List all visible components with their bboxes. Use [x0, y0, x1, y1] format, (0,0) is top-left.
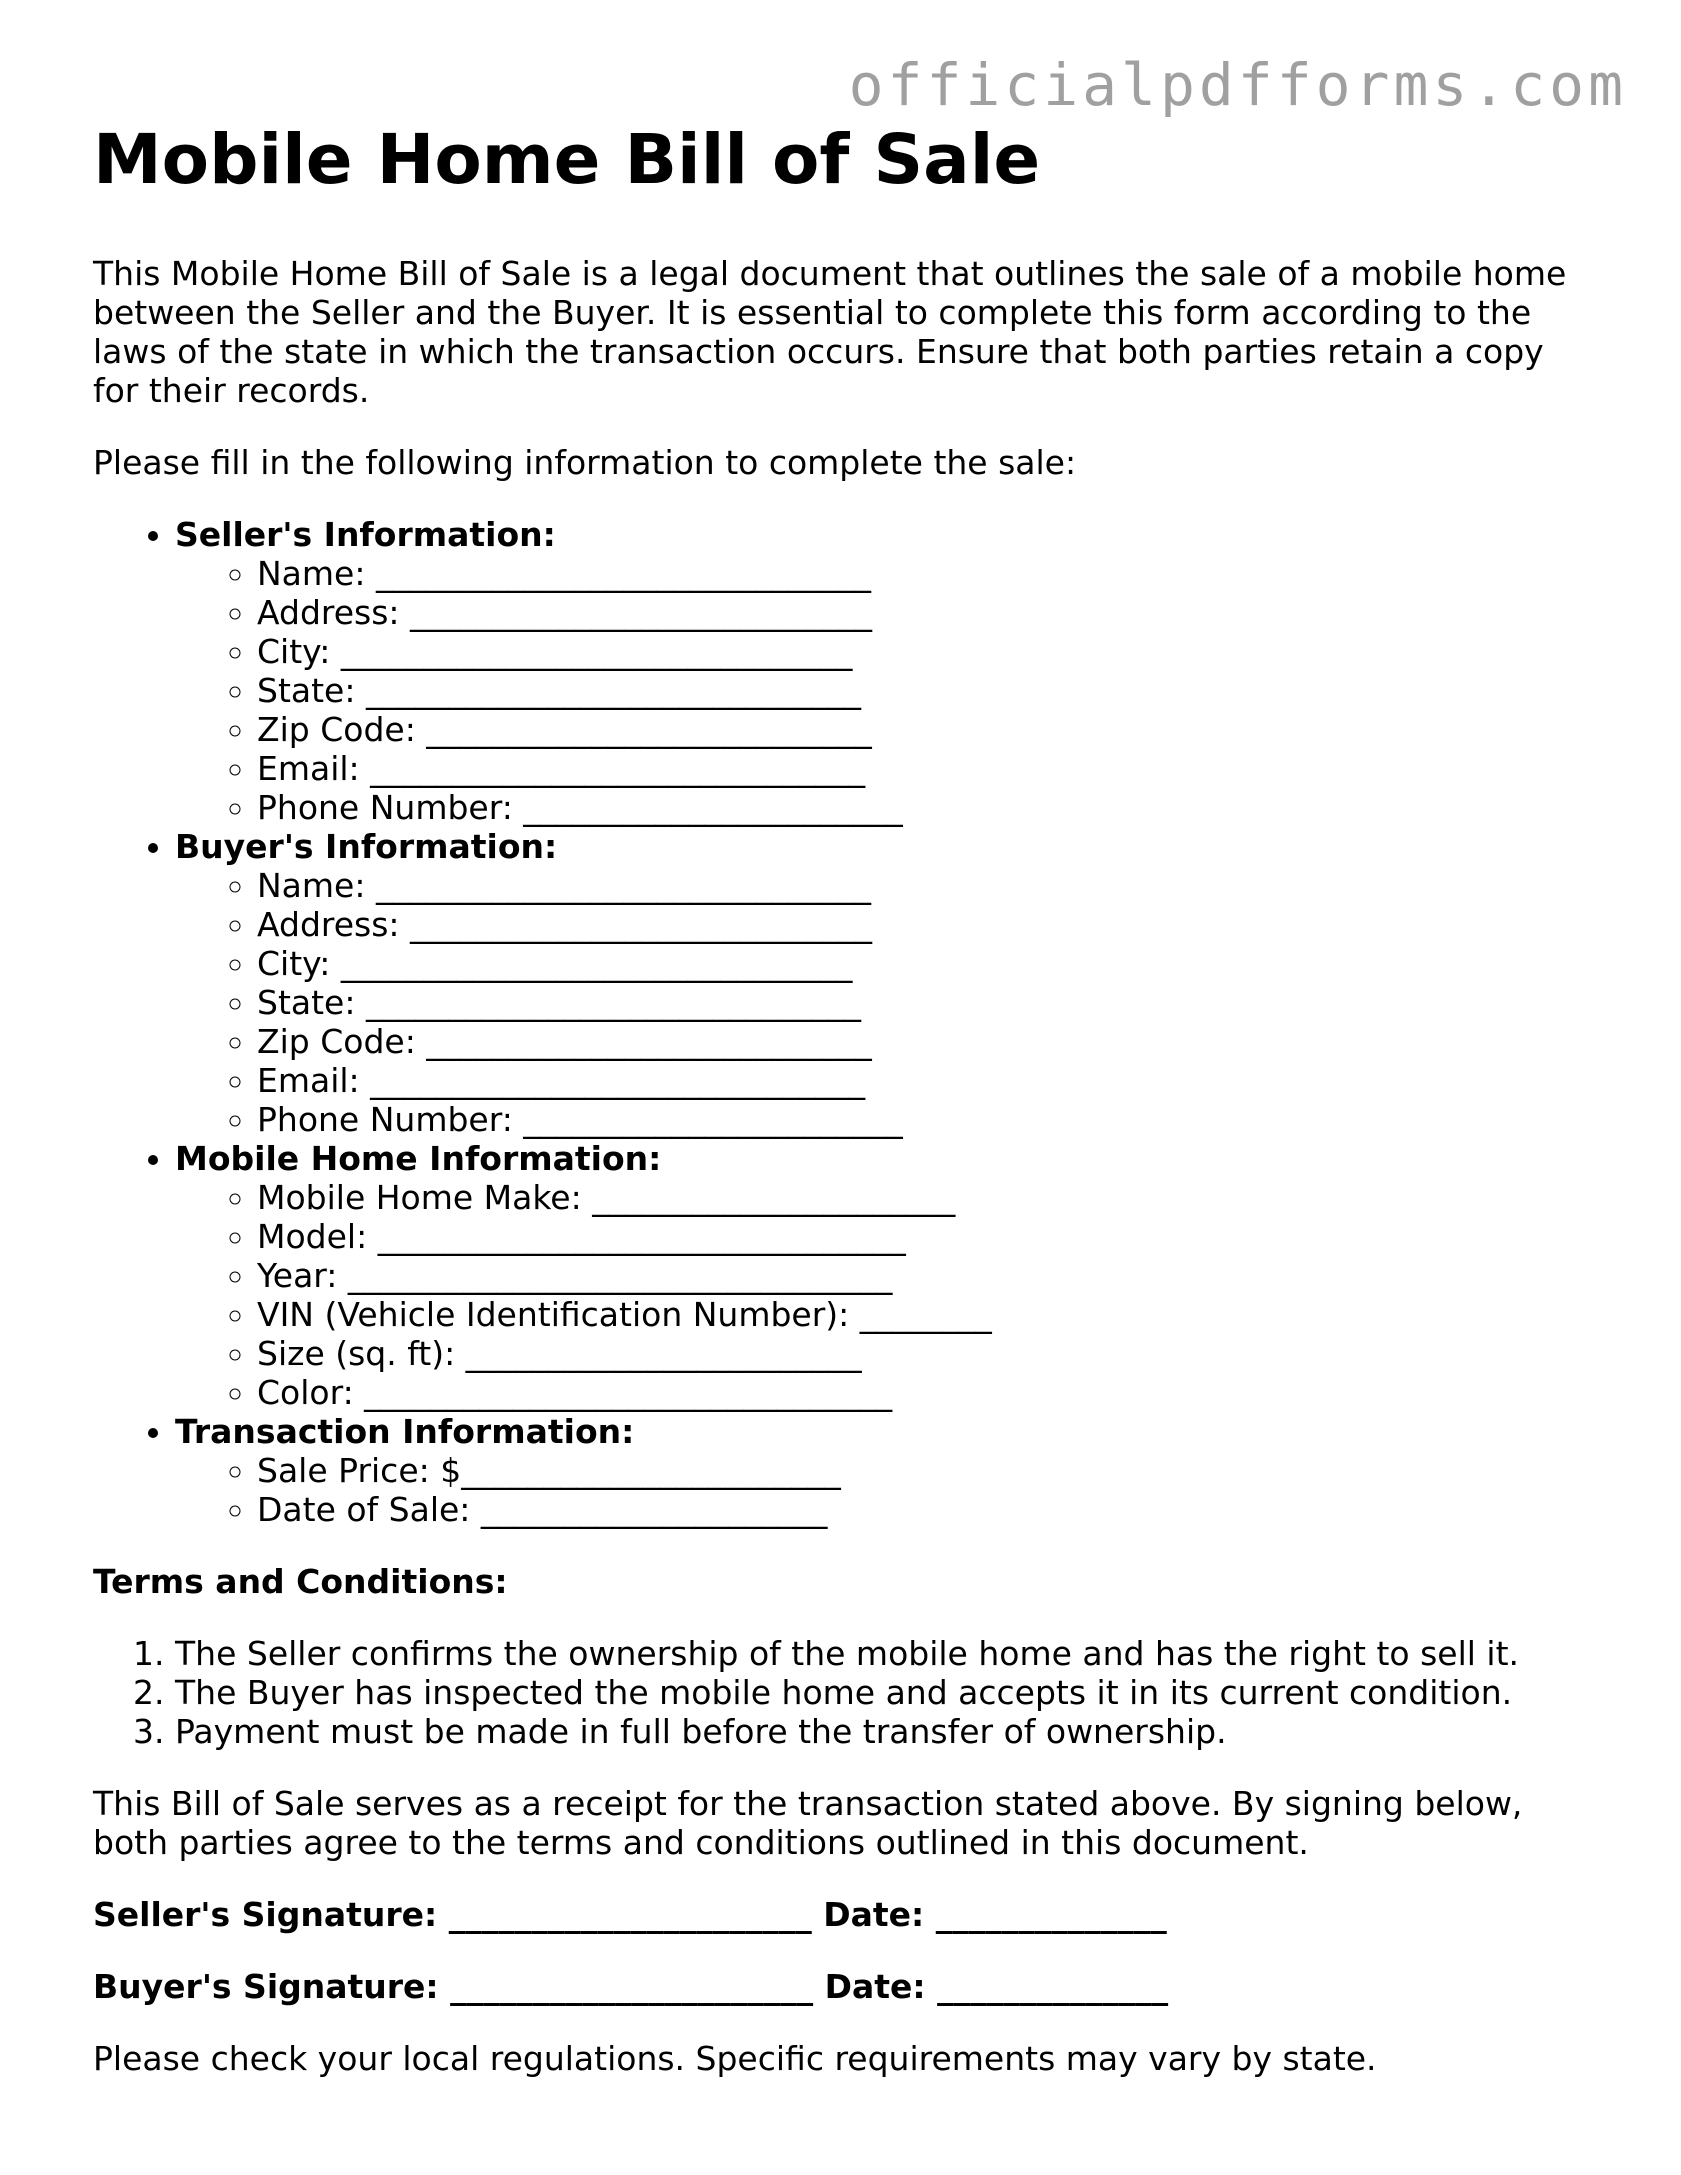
- field-home-vin[interactable]: ◦ VIN (Vehicle Identification Number): ________: [257, 1295, 1593, 1334]
- page-title: Mobile Home Bill of Sale: [93, 120, 1041, 200]
- receipt-paragraph: This Bill of Sale serves as a receipt for the transaction stated above. By signing below, both parties agree to the terms and conditions outlined in this document.: [93, 1784, 1523, 1862]
- section-title: Seller's Information:: [175, 515, 556, 554]
- field-sale-date[interactable]: ◦ Date of Sale: _____________________: [257, 1490, 1593, 1529]
- info-sections: [93, 515, 1593, 1529]
- field-buyer-city[interactable]: ◦ City: _______________________________: [257, 944, 1593, 983]
- field-seller-state[interactable]: ◦ State: ______________________________: [257, 671, 1593, 710]
- field-home-year[interactable]: ◦ Year: _________________________________: [257, 1256, 1593, 1295]
- buyer-signature-line[interactable]: Buyer's Signature: ______________________ Date: ______________: [93, 1967, 1169, 2006]
- field-list: [175, 554, 1593, 827]
- field-buyer-state[interactable]: ◦ State: ______________________________: [257, 983, 1593, 1022]
- field-buyer-phone[interactable]: ◦ Phone Number: _______________________: [257, 1100, 1593, 1139]
- section-title: Mobile Home Information:: [175, 1139, 662, 1178]
- field-seller-zip[interactable]: ◦ Zip Code: ___________________________: [257, 710, 1593, 749]
- field-list: [175, 1178, 1593, 1412]
- field-seller-email[interactable]: ◦ Email: ______________________________: [257, 749, 1593, 788]
- intro-paragraph: This Mobile Home Bill of Sale is a legal document that outlines the sale of a mobile home between the Seller and the Buyer. It is essential to complete this form according to the laws of the state in which the transaction occurs. Ensure that both parties retain a copy for their records.: [93, 254, 1567, 410]
- field-sale-price[interactable]: ◦ Sale Price: $_______________________: [257, 1451, 1593, 1490]
- field-buyer-address[interactable]: ◦ Address: ____________________________: [257, 905, 1593, 944]
- section-transaction: [175, 1412, 1593, 1529]
- watermark: officialpdfforms.com: [848, 51, 1627, 119]
- field-home-make[interactable]: ◦ Mobile Home Make: ______________________: [257, 1178, 1593, 1217]
- field-seller-phone[interactable]: ◦ Phone Number: _______________________: [257, 788, 1593, 827]
- term-item: 1. The Seller confirms the ownership of the mobile home and has the right to sell it.: [175, 1634, 1593, 1673]
- section-title: Buyer's Information:: [175, 827, 558, 866]
- section-buyer: [175, 827, 1593, 1139]
- document-page: [93, 118, 1593, 2078]
- field-seller-name[interactable]: ◦ Name: ______________________________: [257, 554, 1593, 593]
- section-title: Transaction Information:: [175, 1412, 635, 1451]
- field-home-size[interactable]: ◦ Size (sq. ft): ________________________: [257, 1334, 1593, 1373]
- seller-signature-line[interactable]: Seller's Signature: ______________________ Date: ______________: [93, 1895, 1167, 1934]
- term-item: 2. The Buyer has inspected the mobile home and accepts it in its current condition.: [175, 1673, 1593, 1712]
- field-home-color[interactable]: ◦ Color: ________________________________: [257, 1373, 1593, 1412]
- field-seller-city[interactable]: ◦ City: _______________________________: [257, 632, 1593, 671]
- field-seller-address[interactable]: ◦ Address: ____________________________: [257, 593, 1593, 632]
- field-list: [175, 1451, 1593, 1529]
- field-buyer-email[interactable]: ◦ Email: ______________________________: [257, 1061, 1593, 1100]
- terms-list: [93, 1634, 1593, 1751]
- field-buyer-name[interactable]: ◦ Name: ______________________________: [257, 866, 1593, 905]
- field-buyer-zip[interactable]: ◦ Zip Code: ___________________________: [257, 1022, 1593, 1061]
- regulations-note: Please check your local regulations. Specific requirements may vary by state.: [93, 2039, 1377, 2078]
- fill-prompt: Please fill in the following information to complete the sale:: [93, 443, 1077, 482]
- term-item: 3. Payment must be made in full before the transfer of ownership.: [175, 1712, 1593, 1751]
- terms-heading: Terms and Conditions:: [93, 1562, 508, 1601]
- section-seller: [175, 515, 1593, 827]
- field-home-model[interactable]: ◦ Model: ________________________________: [257, 1217, 1593, 1256]
- field-list: [175, 866, 1593, 1139]
- section-mobile-home: [175, 1139, 1593, 1412]
